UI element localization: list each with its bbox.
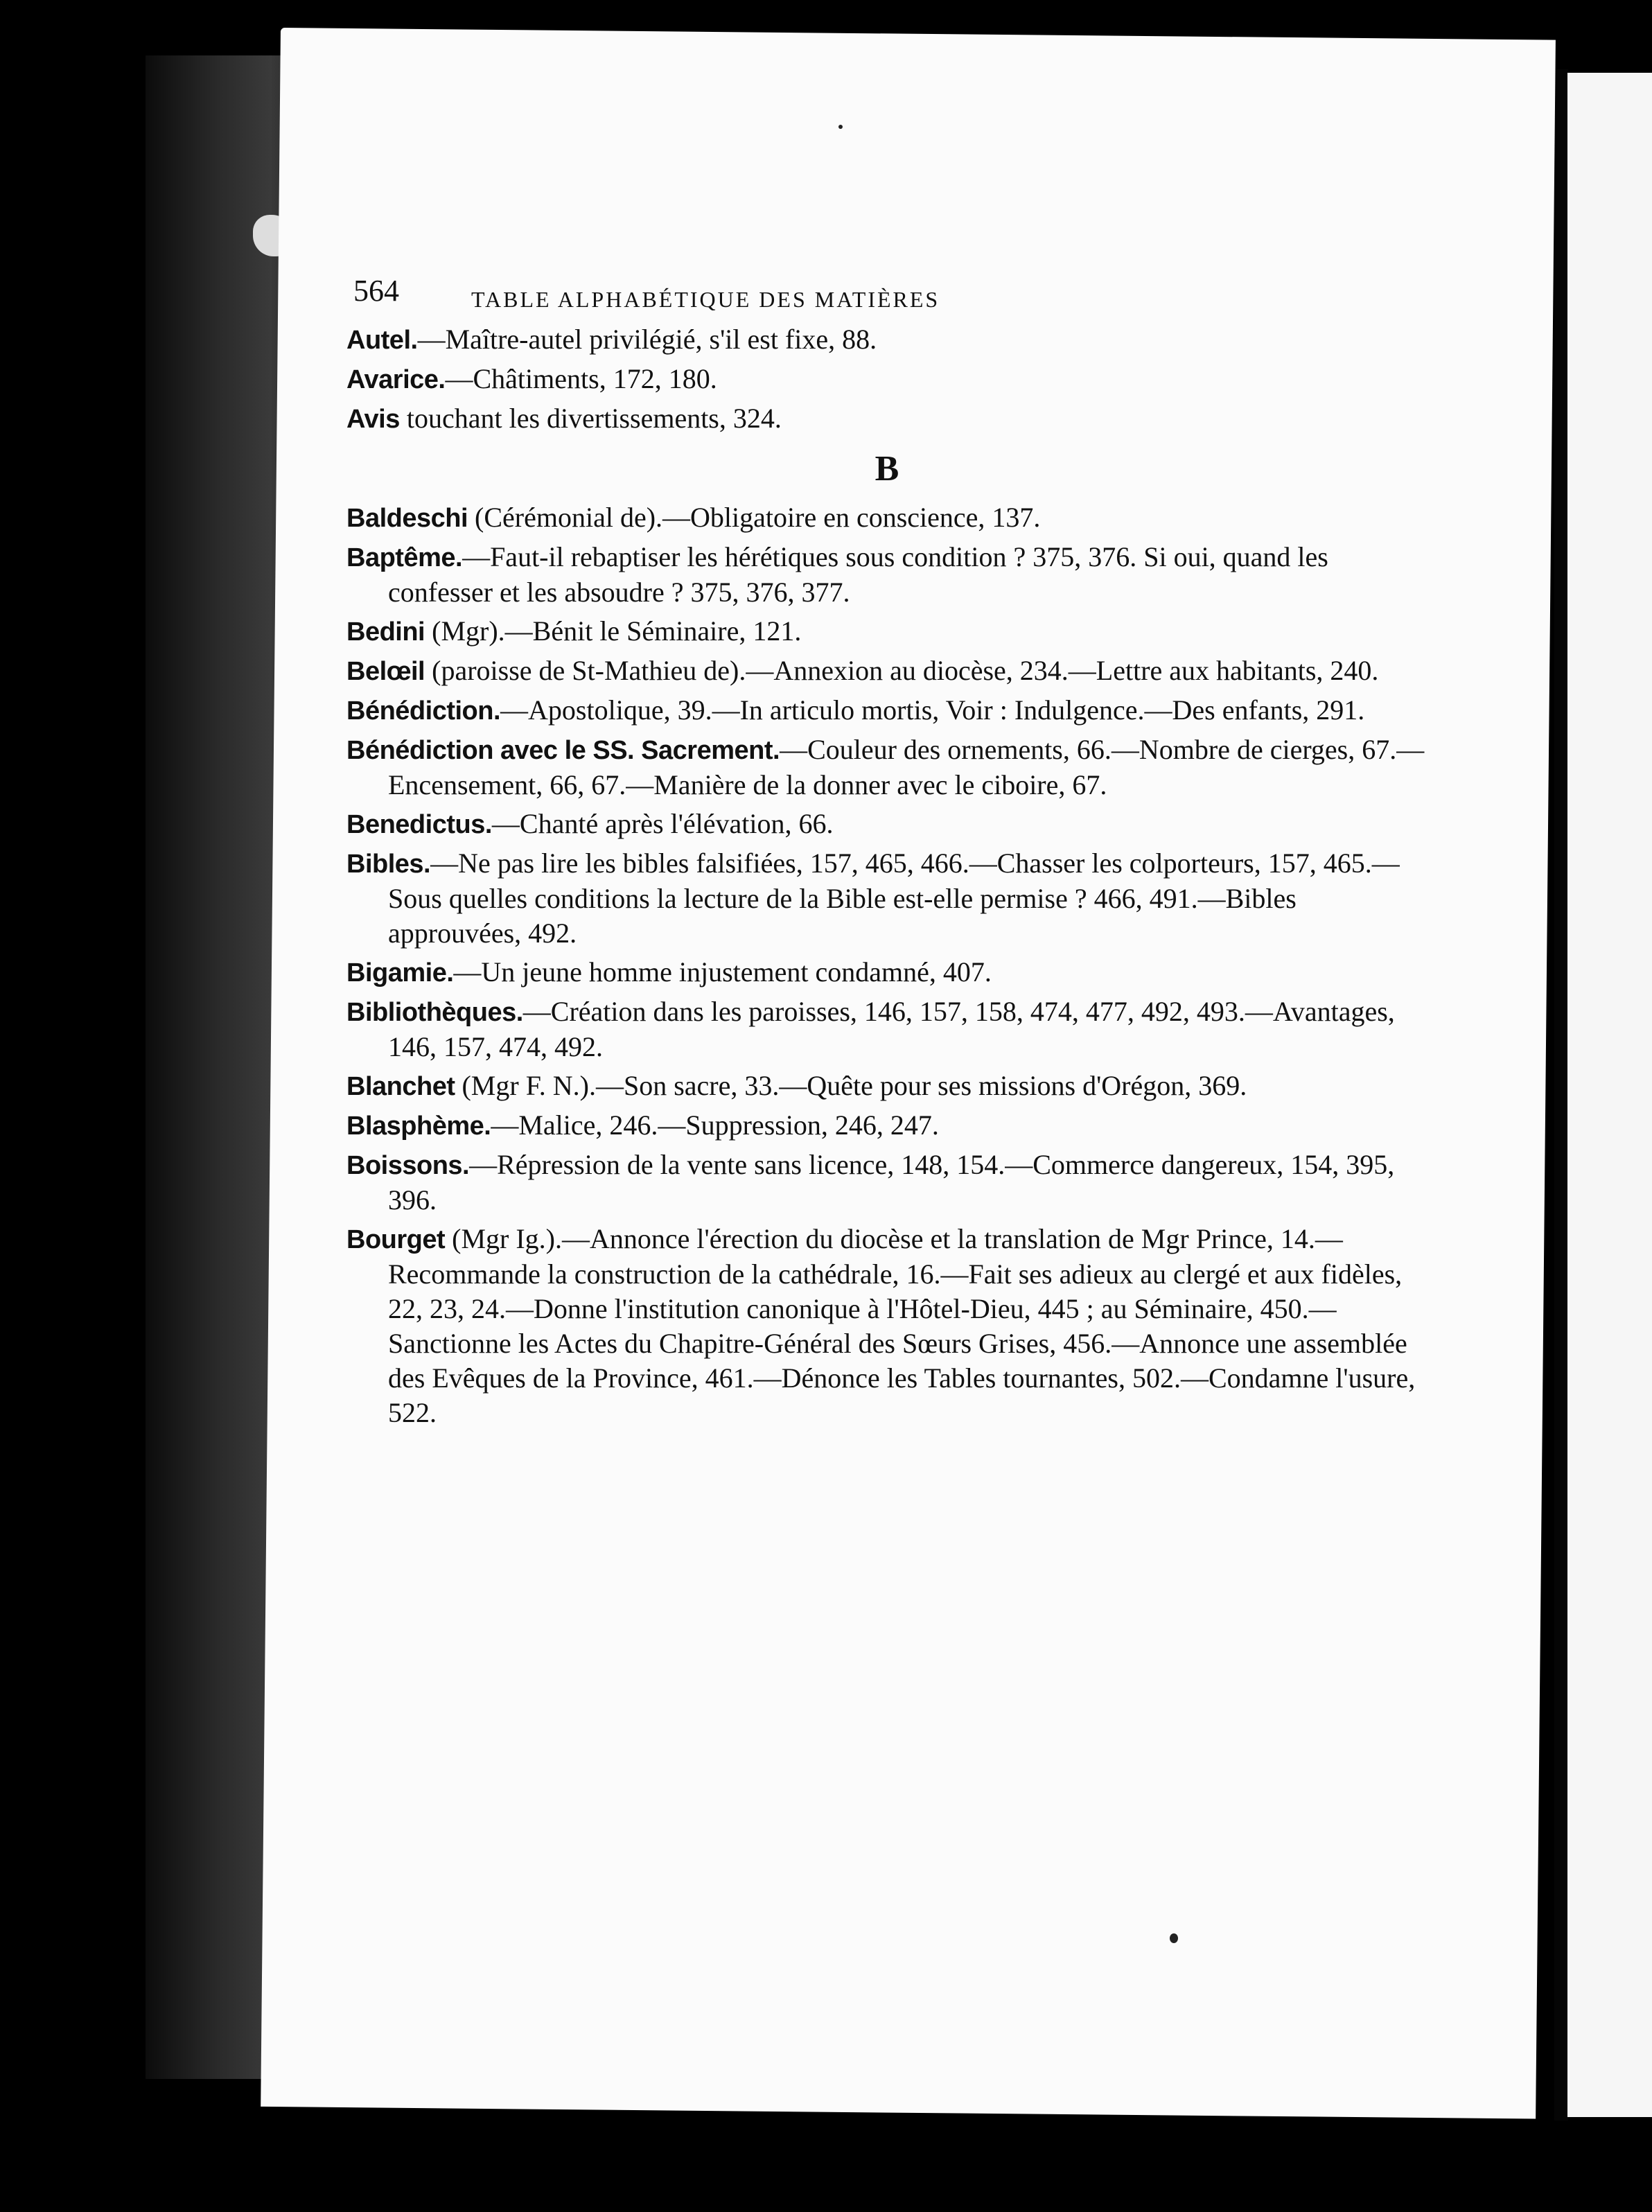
index-entry	[346, 1148, 1427, 1218]
index-entry	[346, 955, 1427, 990]
entry-keyword: Bourget	[346, 1225, 446, 1254]
entry-text: —Malice, 246.—Suppression, 246, 247.	[491, 1109, 939, 1141]
entry-text: (paroisse de St-Mathieu de).—Annexion au diocèse, 234.—Lettre aux habitants, 240.	[425, 655, 1379, 686]
entry-text: —Châtiments, 172, 180.	[445, 363, 717, 394]
entry-keyword: Baptême.	[346, 543, 463, 572]
entry-keyword: Bibles.	[346, 850, 431, 879]
index-entry	[346, 322, 1427, 358]
entry-text: —Faut-il rebaptiser les hérétiques sous condition ? 375, 376. Si oui, quand les confesser et les absoudre ? 375, 376, 377.	[388, 541, 1328, 608]
index-entry	[346, 401, 1427, 437]
index-entry	[346, 1222, 1427, 1430]
entry-text: —Ne pas lire les bibles falsifiées, 157, 465, 466.—Chasser les colporteurs, 157, 465.—Sous quelles conditions la lecture de la Bible est-elle permise ? 466, 491.—Bibles approuvées, 492.	[388, 848, 1400, 949]
facing-page	[1567, 73, 1652, 2117]
page-content	[346, 274, 1427, 1434]
entry-keyword: Baldeschi	[346, 504, 468, 533]
entry-text: (Mgr F. N.).—Son sacre, 33.—Quête pour ses missions d'Orégon, 369.	[455, 1070, 1247, 1101]
entry-keyword: Bibliothèques.	[346, 998, 523, 1027]
entry-text: —Création dans les paroisses, 146, 157, 158, 474, 477, 492, 493.—Avantages, 146, 157, 474, 492.	[388, 996, 1395, 1062]
index-entry	[346, 732, 1427, 802]
speck	[1170, 1933, 1178, 1943]
section-letter: B	[875, 449, 899, 489]
speck	[838, 125, 843, 129]
entry-text: —Maître-autel privilégié, s'il est fixe, 88.	[417, 324, 877, 355]
entry-text: (Cérémonial de).—Obligatoire en conscience, 137.	[468, 502, 1041, 533]
entry-text: —Couleur des ornements, 66.—Nombre de cierges, 67.—Encensement, 66, 67.—Manière de la donner avec le ciboire, 67.	[388, 734, 1425, 800]
entry-keyword: Benedictus.	[346, 810, 492, 839]
entry-keyword: Avarice.	[346, 365, 446, 394]
index-entry	[346, 807, 1427, 842]
running-head	[346, 274, 1427, 322]
entry-keyword: Autel.	[346, 326, 418, 355]
page-title: TABLE ALPHABÉTIQUE DES MATIÈRES	[471, 287, 940, 312]
index-section-b	[346, 500, 1427, 1430]
index-entry	[346, 540, 1427, 610]
entry-keyword: Blasphème.	[346, 1112, 491, 1141]
index-entry	[346, 653, 1427, 689]
entry-keyword: Belœil	[346, 657, 425, 686]
page-gutter	[1554, 69, 1568, 2121]
entry-keyword: Bénédiction avec le SS. Sacrement.	[346, 736, 780, 765]
entry-text: —Chanté après l'élévation, 66.	[491, 808, 834, 839]
entry-keyword: Bénédiction.	[346, 696, 501, 726]
index-entry	[346, 500, 1427, 536]
entry-keyword: Bedini	[346, 617, 425, 647]
index-entry	[346, 693, 1427, 728]
entry-keyword: Bigamie.	[346, 958, 454, 988]
entry-keyword: Blanchet	[346, 1072, 455, 1101]
index-entry	[346, 846, 1427, 951]
entry-keyword: Avis	[346, 405, 400, 434]
entry-keyword: Boissons.	[346, 1151, 470, 1180]
index-entry	[346, 1069, 1427, 1104]
entry-text: —Apostolique, 39.—In articulo mortis, Voir : Indulgence.—Des enfants, 291.	[500, 694, 1365, 726]
index-section-a	[346, 322, 1427, 437]
entry-text: —Répression de la vente sans licence, 148, 154.—Commerce dangereux, 154, 395, 396.	[388, 1149, 1395, 1215]
page-number: 564	[353, 274, 399, 308]
index-entry	[346, 362, 1427, 397]
entry-text: (Mgr).—Bénit le Séminaire, 121.	[425, 615, 802, 647]
entry-text: (Mgr Ig.).—Annonce l'érection du diocèse et la translation de Mgr Prince, 14.—Recommande la construction de la cathédrale, 16.—Fait ses adieux au clergé et aux fidèles, 22, 23, 24.—Donne l'institution canonique à l'Hôtel-Dieu, 445 ; au Séminaire, 450.—Sanctionne les Actes du Chapitre-Général des Sœurs Grises, 456.—Annonce une assemblée des Evêques de la Province, 461.—Dénonce les Tables tournantes, 502.—Condamne l'usure, 522.	[388, 1223, 1416, 1428]
entry-text: —Un jeune homme injustement condamné, 407.	[453, 956, 992, 988]
entry-text: touchant les divertissements, 324.	[399, 403, 782, 434]
index-entry	[346, 614, 1427, 649]
index-entry	[346, 994, 1427, 1064]
index-entry	[346, 1108, 1427, 1143]
